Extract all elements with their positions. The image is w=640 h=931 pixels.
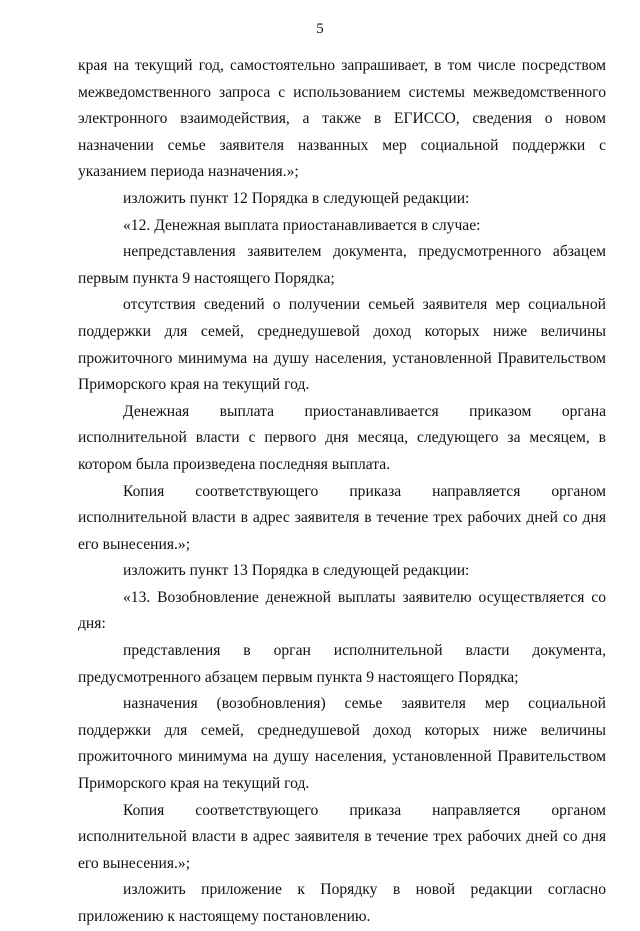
paragraph-order-copy-1: Копия соответствующего приказа направляется органом исполнительной власти в адрес заявителя в течение трех рабочих дней со дня его вынесения.»; <box>78 482 606 553</box>
paragraph-amend-point-13: изложить пункт 13 Порядка в следующей редакции: <box>123 562 470 580</box>
paragraph-order-copy-2: Копия соответствующего приказа направляется органом исполнительной власти в адрес заявителя в течение трех рабочих дней со дня его вынесения.»; <box>78 801 606 872</box>
paragraph-point-13-heading: «13. Возобновление денежной выплаты заявителю осуществляется со дня: <box>78 588 606 633</box>
paragraph-point-12-case-1: непредставления заявителем документа, предусмотренного абзацем первым пункта 9 настоящего Порядка; <box>78 243 606 287</box>
paragraph-point-13-case-1: представления в орган исполнительной власти документа, предусмотренного абзацем первым пункта 9 настоящего Порядка; <box>78 642 606 686</box>
paragraph-continuation: края на текущий год, самостоятельно запрашивает, в том числе посредством межведомственного запроса с использованием системы межведомственного электронного взаимодействия, а также в ЕГИССО, сведения о новом назначении семье заявителя названных мер социальной поддержки с указанием периода назначения.»; <box>78 57 606 181</box>
page-number: 5 <box>316 21 324 37</box>
paragraph-suspension-order: Денежная выплата приостанавливается приказом органа исполнительной власти с первого дня месяца, следующего за месяцем, в котором была произведена последняя выплата. <box>78 402 606 473</box>
document-body <box>78 53 606 931</box>
paragraph-point-13-case-2: назначения (возобновления) семье заявителя мер социальной поддержки для семей, среднедушевой доход которых ниже величины прожиточного минимума на душу населения, установленной Правительством Приморского края на текущий год. <box>78 695 606 793</box>
paragraph-amend-appendix: изложить приложение к Порядку в новой редакции согласно приложению к настоящему постановлению. <box>78 881 606 925</box>
paragraph-amend-point-12: изложить пункт 12 Порядка в следующей редакции: <box>123 189 470 207</box>
paragraph-point-12-case-2: отсутствия сведений о получении семьей заявителя мер социальной поддержки для семей, среднедушевой доход которых ниже величины прожиточного минимума на душу населения, установленной Правительством Приморского края на текущий год. <box>78 296 606 394</box>
paragraph-point-12-heading: «12. Денежная выплата приостанавливается в случае: <box>123 216 481 234</box>
